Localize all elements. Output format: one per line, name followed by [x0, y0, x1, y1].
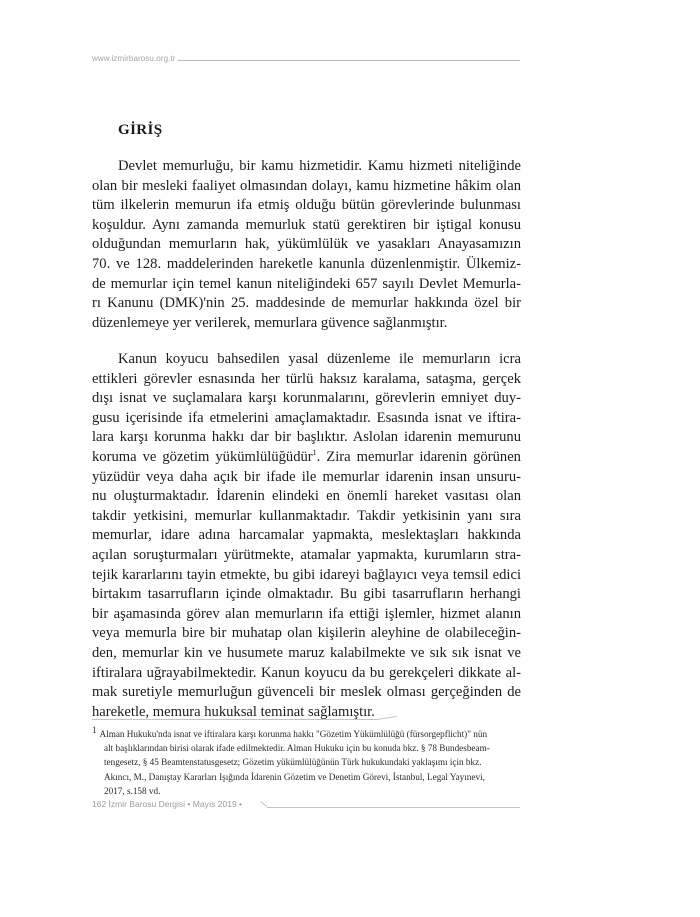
text-line: nu oluşturmaktadır. İdarenin elindeki en önemli hareket vasıtası olan [92, 488, 521, 505]
footnote-line: Akıncı, M., Danıştay Kararları Işığında İdarenin Gözetim ve Denetim Görevi, İstanbul, Legal Yayınevi, [104, 771, 485, 782]
text-line: birtakım tasarrufların içinde olmaktadır. Bu gibi tasarrufların herhangi [92, 586, 521, 603]
text-line: Devlet memurluğu, bir kamu hizmetidir. Kamu hizmeti niteliğinde [118, 158, 521, 174]
text-line: olduğundan memurların hak, yükümlülük ve yasakları Anayasamızın [92, 236, 521, 253]
footer-text: 162 İzmir Barosu Dergisi • Mayıs 2019 • [92, 799, 243, 809]
footnote-separator [92, 717, 520, 723]
text-line: veya memurla bire bir muhatap olan kişilerin aleyhine de olabileceğin- [92, 625, 521, 642]
text-line: düzenlemeye yer verilerek, memurlara güvence sağlanmıştır. [92, 314, 448, 331]
text-line: den, memurlar kin ve husumete maruz kalabilmekte ve sık sık isnat ve [92, 644, 521, 661]
footnote-line: 2017, s.158 vd. [104, 785, 161, 796]
paragraph-1 [92, 157, 521, 333]
text-line: dışı isnat ve suçlamalara karşı korunmalarını, görevlerin emniyet duy- [92, 390, 521, 407]
header-url[interactable]: www.izmirbarosu.org.tr [92, 54, 176, 63]
text-line: tüm ilkelerin memurun ifa etmiş olduğu bütün görevlerinde bulunması [92, 197, 521, 214]
separator-line [92, 719, 378, 720]
text-line: yüzüdür veya daha açık bir ifade ile memurlar idarenin insan unsuru- [92, 468, 521, 485]
header-rule [178, 60, 520, 61]
footnote-text: Alman Hukuku'nda isnat ve iftiralara karşı korunma hakkı "Gözetim Yükümlülüğü (fürsorgepflicht)" nün [99, 729, 488, 739]
text-line: olan bir mesleki faaliyet olmasından dolayı, kamu hizmetine hâkim olan [92, 177, 521, 194]
text-line-with-footnote [92, 448, 521, 468]
text-line: koşuldur. Aynı zamanda memurluk statü gerektiren bir iştigal konusu [92, 216, 521, 233]
text-line: memurlar, idare adına harcamalar yapmakta, meslektaşları hakkında [92, 527, 521, 544]
text-line: hareketle, memura hukuksal teminat sağlamıştır. [92, 703, 375, 720]
footnote-line: alt başlıklarından birisi olarak ifade edilmektedir. Alman Hukuku için bu konuda bkz. § 78 Bundesbeam- [104, 743, 490, 754]
paragraph-2 [92, 350, 521, 722]
footnote-line: tengesetz, § 45 Beamtenstatusgesetz; Gözetim yükümlülüğünün Türk hukukundaki yaklaşımı için bkz. [104, 757, 482, 768]
page-header [92, 54, 520, 68]
footnote-line [92, 724, 520, 741]
page-footer [92, 799, 520, 813]
text-line: ettikleri görevler esnasında her türlü haksız karalama, sataşma, gerçek [92, 370, 521, 387]
text-line: takdir yetkisini, memurlar kullanmaktadır. Takdir yetkisinin yanı sıra [92, 507, 521, 524]
text-line: iftiralara uğrayabilmektedir. Kanun koyucu da bu gerekçeleri dikkate al- [92, 664, 521, 681]
section-heading: GİRİŞ [118, 122, 163, 138]
footnote-reference[interactable]: 1 [312, 448, 317, 458]
separator-slant [377, 716, 397, 720]
text-line: açılan soruşturmaları yürütmekte, atamalar yapmakta, kurumların stra- [92, 546, 521, 563]
text-line: tejik kararlarını tayin etmekte, bu gibi idareyi bağlayıcı veya temsil edici [92, 566, 521, 583]
footnote-number: 1 [92, 724, 97, 735]
text-line: Kanun koyucu bahsedilen yasal düzenleme ile memurların icra [118, 351, 521, 367]
footer-rule [267, 807, 520, 808]
text-segment: . Zira memurlar idarenin görünen [316, 448, 521, 465]
text-line: gusu içerisinde ifa etmelerini amaçlamaktadır. Esasında isnat ve iftira- [92, 409, 521, 426]
text-line: rı Kanunu (DMK)'nin 25. maddesinde de memurlar hakkında özel bir [92, 295, 521, 312]
text-line: bir aşamasında görev alan memurların ifa ettiği işlemler, hizmet alanın [92, 605, 521, 622]
text-line: 70. ve 128. maddelerinden hareketle kanunla düzenlenmiştir. Ülkemiz- [92, 255, 521, 272]
text-line: de memurlar için temel kanun niteliğindeki 657 sayılı Devlet Memurla- [92, 275, 521, 292]
text-segment: koruma ve gözetim yükümlülüğüdür [92, 448, 313, 465]
footnote [92, 724, 520, 798]
text-line: lara karşı korunma hakkı dar bir başlıktır. Aslolan idarenin memurunu [92, 429, 521, 446]
text-line: mak suretiyle memurluğun güvenceli bir meslek olması gerçeğinden de [92, 684, 521, 701]
